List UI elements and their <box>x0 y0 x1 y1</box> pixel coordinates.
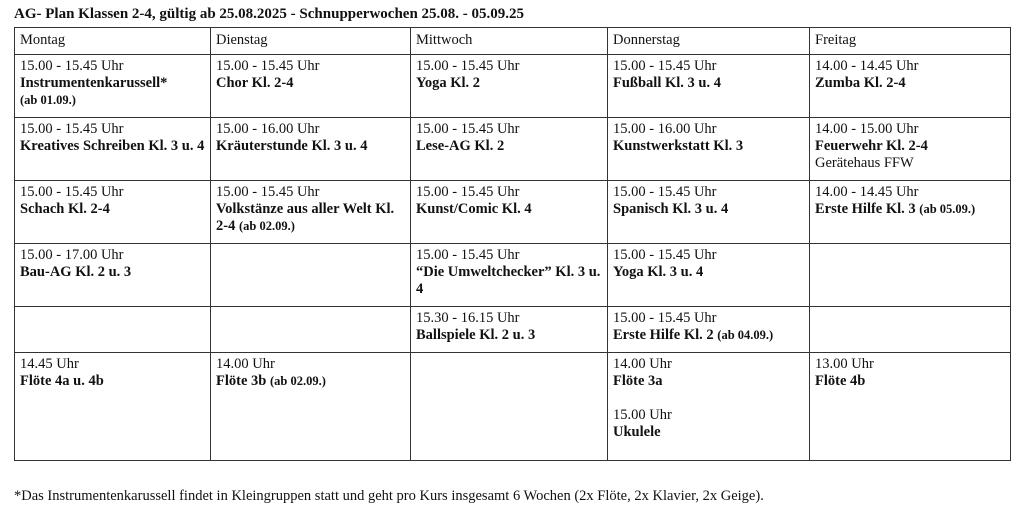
activity-cell <box>411 181 608 244</box>
activity-cell <box>608 244 810 307</box>
activity-name: Schach Kl. 2-4 <box>20 201 110 217</box>
activity-name: Erste Hilfe Kl. 2 <box>613 327 714 343</box>
activity-time: 15.00 - 16.00 Uhr <box>216 121 320 137</box>
table-row <box>15 118 1011 181</box>
activity-cell <box>15 118 211 181</box>
header-day: Freitag <box>810 28 1011 55</box>
activity-time: 15.00 - 16.00 Uhr <box>613 121 717 137</box>
activity-cell <box>608 353 810 461</box>
activity-start: (ab 02.09.) <box>238 219 295 233</box>
activity-name: Spanisch Kl. 3 u. 4 <box>613 201 729 217</box>
table-row <box>15 181 1011 244</box>
activity-start: (ab 01.09.) <box>20 93 76 107</box>
activity-time: 14.00 - 15.00 Uhr <box>815 121 919 137</box>
activity-name: Zumba Kl. 2-4 <box>815 75 906 91</box>
activity-time: 15.00 - 17.00 Uhr <box>20 247 124 263</box>
activity-start: (ab 05.09.) <box>919 202 976 216</box>
activity-time: 15.00 - 15.45 Uhr <box>416 184 520 200</box>
activity-name: Fußball Kl. 3 u. 4 <box>613 75 721 91</box>
activity-name: “Die Umweltchecker” Kl. 3 u. 4 <box>416 264 601 297</box>
activity-name: Feuerwehr Kl. 2-4 <box>815 138 928 154</box>
activity-name: Bau-AG Kl. 2 u. 3 <box>20 264 132 280</box>
spacer <box>613 390 804 407</box>
activity-time: 13.00 Uhr <box>815 356 874 372</box>
activity-cell <box>15 55 211 118</box>
activity-time: 15.00 - 15.45 Uhr <box>20 184 124 200</box>
activity-name: Volkstänze aus aller Welt Kl. 2-4 <box>216 201 395 234</box>
empty-cell <box>211 244 411 307</box>
table-row <box>15 244 1011 307</box>
table-row <box>15 307 1011 353</box>
table-row <box>15 353 1011 461</box>
header-day: Montag <box>15 28 211 55</box>
activity-start: (ab 04.09.) <box>717 328 774 342</box>
activity-time: 15.30 - 16.15 Uhr <box>416 310 520 326</box>
header-row <box>15 28 1011 55</box>
activity-cell <box>211 118 411 181</box>
activity-time: 15.00 - 15.45 Uhr <box>20 58 124 74</box>
activity-name: Instrumentenkarussell* <box>20 75 168 91</box>
activity-cell <box>211 181 411 244</box>
activity-start: (ab 02.09.) <box>269 374 326 388</box>
activity-name: Lese-AG Kl. 2 <box>416 138 505 154</box>
activity-name: Chor Kl. 2-4 <box>216 75 294 91</box>
header-day: Mittwoch <box>411 28 608 55</box>
activity-cell <box>608 55 810 118</box>
activity-name: Kreatives Schreiben Kl. 3 u. 4 <box>20 138 205 154</box>
activity-time: 14.00 Uhr <box>216 356 275 372</box>
activity-cell <box>411 118 608 181</box>
activity-time: 15.00 - 15.45 Uhr <box>216 58 320 74</box>
footnote: *Das Instrumentenkarussell findet in Kleingruppen statt und geht pro Kurs insgesamt 6 Wochen (2x Flöte, 2x Klavier, 2x Geige). <box>14 488 764 504</box>
activity-cell <box>810 118 1011 181</box>
activity-time: 15.00 - 15.45 Uhr <box>416 121 520 137</box>
activity-name: Flöte 4b <box>815 373 866 389</box>
activity-cell <box>810 353 1011 461</box>
empty-cell <box>15 307 211 353</box>
activity-time: 15.00 - 15.45 Uhr <box>416 247 520 263</box>
activity-cell <box>411 307 608 353</box>
header-day: Dienstag <box>211 28 411 55</box>
schedule-table <box>14 27 1011 461</box>
empty-cell <box>411 353 608 461</box>
activity-name: Ballspiele Kl. 2 u. 3 <box>416 327 536 343</box>
activity-cell <box>411 55 608 118</box>
activity-time: 15.00 - 15.45 Uhr <box>613 310 717 326</box>
activity-cell <box>15 244 211 307</box>
table-row <box>15 55 1011 118</box>
activity-time: 15.00 - 15.45 Uhr <box>416 58 520 74</box>
activity-name: Ukulele <box>613 424 661 440</box>
activity-time: 14.00 - 14.45 Uhr <box>815 58 919 74</box>
activity-name: Erste Hilfe Kl. 3 <box>815 201 916 217</box>
activity-name: Kunst/Comic Kl. 4 <box>416 201 532 217</box>
activity-name: Flöte 4a u. 4b <box>20 373 104 389</box>
activity-cell <box>411 244 608 307</box>
empty-cell <box>810 307 1011 353</box>
activity-name: Flöte 3b <box>216 373 267 389</box>
activity-time: 15.00 - 15.45 Uhr <box>613 184 717 200</box>
activity-name: Yoga Kl. 3 u. 4 <box>613 264 704 280</box>
activity-name: Yoga Kl. 2 <box>416 75 481 91</box>
activity-time: 14.45 Uhr <box>20 356 79 372</box>
activity-time: 15.00 Uhr <box>613 407 672 423</box>
empty-cell <box>211 307 411 353</box>
header-day: Donnerstag <box>608 28 810 55</box>
activity-cell <box>211 55 411 118</box>
activity-cell <box>608 118 810 181</box>
activity-name: Kräuterstunde Kl. 3 u. 4 <box>216 138 368 154</box>
activity-cell <box>15 353 211 461</box>
activity-time: 15.00 - 15.45 Uhr <box>613 247 717 263</box>
activity-time: 15.00 - 15.45 Uhr <box>20 121 124 137</box>
empty-cell <box>810 244 1011 307</box>
activity-time: 15.00 - 15.45 Uhr <box>613 58 717 74</box>
activity-time: 15.00 - 15.45 Uhr <box>216 184 320 200</box>
activity-name: Flöte 3a <box>613 373 663 389</box>
activity-time: 14.00 - 14.45 Uhr <box>815 184 919 200</box>
activity-cell <box>810 181 1011 244</box>
activity-location: Gerätehaus FFW <box>815 155 914 171</box>
activity-name: Kunstwerkstatt Kl. 3 <box>613 138 744 154</box>
activity-cell <box>15 181 211 244</box>
activity-time: 14.00 Uhr <box>613 356 672 372</box>
activity-cell <box>211 353 411 461</box>
page-title: AG- Plan Klassen 2-4, gültig ab 25.08.2025 - Schnupperwochen 25.08. - 05.09.25 <box>14 6 525 22</box>
activity-cell <box>608 307 810 353</box>
activity-cell <box>608 181 810 244</box>
activity-cell <box>810 55 1011 118</box>
